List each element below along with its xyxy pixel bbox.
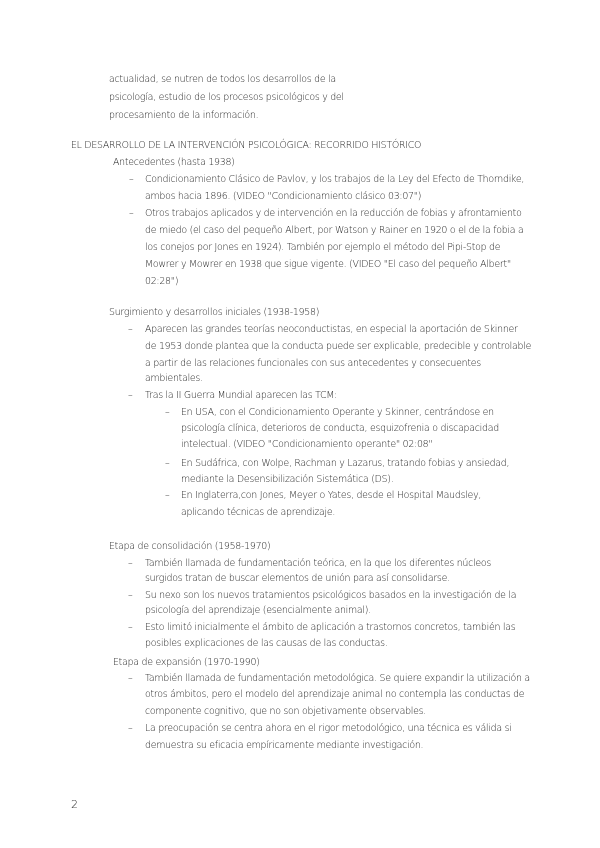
list-item-line: surgidos tratan de buscar elementos de unión para así consolidarse. xyxy=(145,573,450,584)
list-item-line: También llamada de fundamentación metodológica. Se quiere expandir la utilización a xyxy=(145,673,530,684)
consolidacion-heading: Etapa de consolidación (1958-1970) xyxy=(109,541,271,552)
surgimiento-heading: Surgimiento y desarrollos iniciales (1938-1958) xyxy=(109,307,320,318)
list-item-line: ambientales. xyxy=(145,373,203,384)
section-title: EL DESARROLLO DE LA INTERVENCIÓN PSICOLÓGICA: RECORRIDO HISTÓRICO xyxy=(71,140,422,151)
list-item-line: componente cognitivo, que no son objetivamente observables. xyxy=(145,706,427,717)
list-dash: – xyxy=(128,622,133,633)
sublist-item-line: En Inglaterra,con Jones, Meyer o Yates, desde el Hospital Maudsley, xyxy=(181,490,482,501)
list-item-line: Mowrer y Mowrer en 1938 que sigue vigente. (VIDEO "El caso del pequeño Albert" xyxy=(145,259,511,270)
list-item-line: Condicionamiento Clásico de Pavlov, y los trabajos de la Ley del Efecto de Thorndike, xyxy=(145,174,525,185)
list-item-line: Esto limitó inicialmente el ámbito de aplicación a trastornos concretos, también las xyxy=(145,622,516,633)
sublist-item-line: psicología clínica, deterioros de conducta, esquizofrenia o discapacidad xyxy=(181,423,499,434)
intro-line: actualidad, se nutren de todos los desarrollos de la xyxy=(109,74,336,85)
sublist-item-line: intelectual. (VIDEO "Condicionamiento operante" 02:08" xyxy=(181,439,433,450)
list-item-line: los conejos por Jones en 1924). También por ejemplo el método del Pipi-Stop de xyxy=(145,242,501,253)
list-item-line: ambos hacia 1896. (VIDEO "Condicionamiento clásico 03:07") xyxy=(145,191,422,202)
list-item-line: Tras la II Guerra Mundial aparecen las TCM: xyxy=(145,390,338,401)
page-number: 2 xyxy=(71,798,78,811)
list-item-line: posibles explicaciones de las causas de las conductas. xyxy=(145,638,388,649)
list-item-line: 02:28") xyxy=(145,276,179,287)
list-item-line: Otros trabajos aplicados y de intervención en la reducción de fobias y afrontamiento xyxy=(145,208,522,219)
list-item-line: otros ámbitos, pero el modelo del aprendizaje animal no contempla las conductas de xyxy=(145,689,525,700)
list-dash: – xyxy=(128,723,133,734)
sublist-item-line: mediante la Desensibilización Sistemática (DS). xyxy=(181,474,394,485)
list-dash: – xyxy=(128,673,133,684)
list-dash: – xyxy=(128,324,133,335)
list-item-line: Aparecen las grandes teorías neoconductistas, en especial la aportación de Skinner xyxy=(145,324,518,335)
list-dash: – xyxy=(129,174,134,185)
list-item-line: de miedo (el caso del pequeño Albert, por Watson y Rainer en 1920 o el de la fobia a xyxy=(145,225,524,236)
sublist-item-line: En USA, con el Condicionamiento Operante y Skinner, centrándose en xyxy=(181,407,494,418)
intro-line: procesamiento de la información. xyxy=(109,110,259,121)
list-item-line: a partir de las relaciones funcionales con sus antecedentes y consecuentes xyxy=(145,358,481,369)
list-dash: – xyxy=(128,558,133,569)
list-dash: – xyxy=(129,208,134,219)
expansion-heading: Etapa de expansión (1970-1990) xyxy=(113,657,260,668)
sublist-item-line: En Sudáfrica, con Wolpe, Rachman y Lazarus, tratando fobias y ansiedad, xyxy=(181,458,510,469)
intro-line: psicología, estudio de los procesos psicológicos y del xyxy=(109,92,344,103)
sublist-dash: – xyxy=(165,490,170,501)
list-dash: – xyxy=(128,390,133,401)
list-dash: – xyxy=(128,590,133,601)
sublist-item-line: aplicando técnicas de aprendizaje. xyxy=(181,507,336,518)
sublist-dash: – xyxy=(165,407,170,418)
list-item-line: También llamada de fundamentación teórica, en la que los diferentes núcleos xyxy=(145,558,491,569)
sublist-dash: – xyxy=(165,458,170,469)
list-item-line: La preocupación se centra ahora en el rigor metodológico, una técnica es válida si xyxy=(145,723,512,734)
list-item-line: psicología del aprendizaje (esencialmente animal). xyxy=(145,605,371,616)
list-item-line: Su nexo son los nuevos tratamientos psicológicos basados en la investigación de la xyxy=(145,590,517,601)
list-item-line: de 1953 donde plantea que la conducta puede ser explicable, predecible y controlable xyxy=(145,341,532,352)
antecedentes-heading: Antecedentes (hasta 1938) xyxy=(113,157,235,168)
list-item-line: demuestra su eficacia empíricamente mediante investigación. xyxy=(145,740,424,751)
